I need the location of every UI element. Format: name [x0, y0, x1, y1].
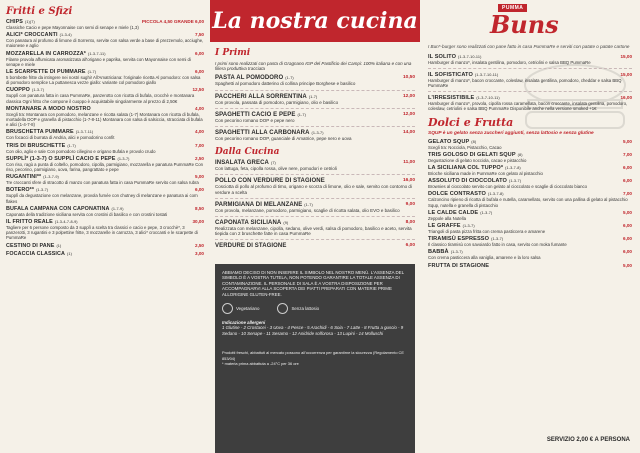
menu-item-title: FOCACCIA CLASSICA [6, 250, 65, 257]
menu-item-price: 6,00 [405, 243, 415, 249]
menu-item-title: PASTA AL POMODORO [215, 75, 284, 82]
menu-item-title: TRIS DI BRUSCHETTE [6, 142, 66, 149]
menu-item-title: PARMIGIANA DI MELANZANE [215, 201, 303, 208]
allergen-codes: (1-3-7) [117, 156, 130, 161]
menu-item-title: RUGANTINI** [6, 174, 42, 181]
divider [215, 126, 415, 127]
allergen-codes: (1-3-7-10-11) [474, 72, 499, 77]
allergen-codes: (1-3-4-7-8-9) [54, 220, 78, 225]
menu-item [6, 143, 204, 154]
menu-item-description: Brownies al cioccolato servito con gelato al cioccolato e scaglie di cioccolato bianco [428, 184, 588, 190]
menu-item-description: Con provola, passata di pomodoro, parmigiano, olio e basilico [215, 99, 339, 105]
divider [215, 216, 415, 217]
menu-item-description: Con panatura al profumo di limone di Sorrento, servite con salsa verde a base di prezzemolo, acciughe, maionese e aglio [6, 38, 204, 49]
legend-lactose-free [277, 303, 319, 314]
menu-item [6, 206, 204, 217]
allergen-codes: (1-7) [304, 202, 313, 207]
menu-item-name [6, 243, 204, 249]
menu-item-description: Supplì con panatura fatta in casa PummaRe, panzerotto con ricotta di bufala, crocchè e montanara classica Ogni fritto che compone il cuoppo è acquistabile singolarmente al prezzo di 2,50€ [6, 93, 195, 104]
menu-item-title: SUPPLÌ* (1-3-7) O SUPPLÌ CACIO E PEPE [6, 155, 116, 162]
menu-item-title: SPAGHETTI ALLA CARBONARA [215, 130, 310, 137]
allergen-codes: (1-3-7-10-11) [458, 54, 482, 59]
menu-item-title: LE SCARPETTE DI PUMMARE [6, 69, 86, 76]
menu-item-description: Filante provola affumicata aromatizzata all'origano e paprika, servita con Mayonnaise con semi di senape e miele [6, 56, 191, 67]
menu-item-name [215, 243, 415, 249]
allergen-codes: (1-3-7) [480, 210, 493, 215]
allergen-codes: (1-3-7-9) [43, 175, 59, 180]
menu-item-price: 5,00 [623, 209, 632, 215]
menu-item-title: CAPONATA SICILIANA [215, 220, 282, 227]
menu-item-description: Con provola, melanzane, pomodoro, parmigiano, scaglie di ricotta salata, olio EVO e basilico [215, 207, 400, 213]
menu-item-price: 12,00 [402, 111, 415, 117]
menu-item [428, 263, 632, 269]
menu-item-description: Caponata della tradizione siciliana servita con crostini di basilico e con crostini tostati [6, 211, 168, 217]
allergen-codes: (1-7-9) [111, 206, 124, 211]
allergen-codes: (1) [56, 243, 62, 248]
allergen-codes: (1)(7) [24, 20, 35, 24]
menu-item [215, 130, 415, 141]
footnote-1: Prodotti freschi, abbattuti al mercato possono all'occorrenza per garantirne la sicurezza (Regolamento CE 853/04) [222, 350, 404, 361]
menu-item-name [428, 263, 632, 269]
divider [215, 198, 415, 199]
allergen-codes: (1-7) [67, 143, 76, 148]
menu-item [428, 210, 632, 221]
divider [215, 108, 415, 109]
menu-item [6, 32, 204, 48]
fritti-list [6, 19, 204, 257]
allergen-codes: (1-3-7) [462, 223, 475, 228]
menu-item-price: 6,00 [623, 236, 632, 242]
menu-item-description: Supplì da degustazione con melanzane, provola fumée con chutney di melanzane e panatura ai corn flakes [6, 193, 198, 204]
menu-item [6, 243, 204, 249]
allergeni-title: Indicazione allergeni [222, 320, 266, 326]
allergen-codes: (1-3-7) [31, 88, 45, 93]
dolci-list [428, 139, 632, 269]
menu-item-title: ALICI* CROCCANTI [6, 32, 58, 39]
menu-item-description: Con olio, aglio e sale Con pomodoro ciliegino e origano Bufala e provolo crudo [6, 148, 156, 154]
menu-item-price: 6,00 [195, 187, 204, 193]
menu-item [428, 178, 632, 189]
section-title-fritti: Fritti e Sfizi [6, 6, 73, 17]
menu-item-price: 12,50 [192, 87, 204, 93]
menu-item-price: 4,00 [195, 129, 204, 135]
menu-item-description: Con focacci di burrata di Andria, alici e pomodorino confit [6, 135, 115, 141]
menu-item-description: Hamburger di manzo*, insalata gentilina, pomodoro, cetriolini e salsa BBQ PummaRe [428, 59, 591, 65]
logo-buns: Buns [490, 10, 559, 39]
menu-item [215, 160, 415, 171]
section-title-cucina: Dalla Cucina [215, 147, 280, 158]
menu-item-description: Zeppole alla Nutella [428, 215, 466, 221]
menu-item [6, 69, 204, 85]
menu-item [428, 152, 632, 163]
menu-item-title: CUOPPO [6, 87, 30, 94]
allergen-codes: (9) [283, 221, 289, 226]
menu-item-title: INSALATA GRECA [215, 160, 269, 167]
menu-item [215, 178, 415, 194]
menu-item-price: 7,00 [195, 142, 204, 148]
menu-item [428, 191, 632, 207]
allergen-codes: (7) [270, 161, 276, 166]
squp-note: SQUP è un gelato senza zuccheri aggiunti, senza lattosio e senza glutine [428, 130, 594, 136]
menu-item-price: 6,00 [623, 178, 632, 184]
legend-lactose-free-label: Senza lattosio [291, 305, 320, 311]
allergen-codes: (8) [471, 139, 477, 144]
allergen-codes: (1-7) [308, 94, 318, 99]
menu-item-price: 8,50 [195, 205, 204, 211]
menu-item-description: 5 bombette fritte da intingere nei nostri sughi! All'Amatriciana: l'originale ricetta Al pomodoro: con salsa di pomodoro semplice La puttanesca vezze giallo: variante col pomodoro giallo [6, 75, 201, 86]
allergen-codes: (1-3-7) [508, 179, 522, 184]
section-title-primi: I Primi [215, 48, 251, 58]
menu-item [6, 219, 204, 241]
menu-item-price: 6,00 [623, 222, 632, 228]
menu-item-title: FRUTTA DI STAGIONE [428, 262, 490, 269]
menu-item [6, 251, 204, 257]
menu-item-description: Scegli tra: Nocciola, Pistacchio, Cacao [428, 144, 502, 150]
allergen-codes: (1-3-7-10-11) [476, 96, 500, 101]
menu-item-title: ASSOLUTO DI CIOCCOLATO [428, 178, 507, 185]
menu-item-title: MOZZARELLA IN CARROZZA* [6, 50, 86, 57]
menu-item-price: 4,00 [195, 105, 204, 111]
allergen-codes: (1-3-7) [311, 131, 324, 136]
menu-item [215, 220, 415, 236]
footnote-2: * materia prima abbattuta a -24°C per 36 ore [222, 361, 299, 367]
menu-item-title: BABBÀ [428, 249, 449, 256]
vegetarian-icon [222, 303, 233, 314]
menu-item-title: BOTERO** [6, 187, 35, 194]
legend-vegetarian-label: Vegetariano [236, 305, 260, 311]
menu-item-description: Brioche siciliana made in PummaRe con gelato al pistacchio [428, 170, 543, 176]
menu-item-price: 9,00 [405, 201, 415, 207]
menu-item-title: LE CALDE CALDE [428, 209, 479, 216]
menu-item-description: Realizzata con melanzane, cipolla, sedano, olive verdi, salsa di pomodoro, basilico e aceto, servita tiepida con 2 bruschette fatte in casa PummaRe [215, 226, 412, 237]
menu-item-price: 16,00 [402, 178, 415, 184]
menu-item-description: Hamburger di manzo*, bacon croccante, coleslaw, insalata gentilina, pomodoro, cheddar e salsa BBQ PummaRe [428, 77, 622, 88]
menu-item-title: GELATO SQUP [428, 138, 470, 145]
menu-item-price: 6,00 [623, 164, 632, 170]
allergeni-list: 1 Glutine - 2 Crostacei - 3 Uova - 4 Pesce - 5 Arachidi - 6 Soia - 7 Latte - 8 Frutta a guscio - 9 Sedano - 10 Senape - 11 Sesamo - 12 Anidride solforosa - 13 Lupini - 14 Molluschi [222, 325, 404, 336]
menu-item-description: Il classico tiramisù con savoiardo fatto in casa, servito con moka fumante [428, 242, 567, 248]
allergen-codes: (1-3-7-11) [87, 51, 106, 56]
menu-item-title: TIRAMISÙ ESPRESSO [428, 236, 490, 243]
allergen-codes: (1-3-7) [491, 237, 504, 242]
menu-item [6, 19, 204, 30]
menu-item-description: Con pecorino romano DOP e pepe nero [215, 117, 295, 123]
cucina-list [215, 160, 415, 249]
divider [215, 90, 415, 91]
menu-item [6, 156, 204, 172]
legend-vegetarian [222, 303, 259, 314]
primi-list [215, 75, 415, 141]
menu-item-title: CESTINO DI PANE [6, 242, 55, 249]
menu-item-title: POLLO CON VERDURE DI STAGIONE [215, 178, 325, 185]
logo-pumma: PUMMA [498, 4, 527, 12]
menu-item [428, 95, 632, 111]
menu-item [428, 236, 632, 247]
divider [428, 68, 632, 69]
menu-item [6, 106, 204, 128]
allergen-codes: (1-7) [285, 76, 294, 81]
divider [215, 239, 415, 240]
buns-intro: I Bun*-burger sono realizzati con pane fatto in casa PummaRe e serviti con patate o patate cartone [428, 44, 630, 49]
menu-item-title: MONTANARE A MODO NOSTRO [6, 105, 91, 112]
menu-item-price: 2,50 [195, 155, 204, 161]
menu-item-description: Con pecorino romano DOP, guanciale di Amatrice, pepe nero e uova [215, 136, 352, 142]
menu-item-price: 5,00 [623, 262, 632, 268]
menu-item [6, 129, 204, 140]
menu-item [428, 139, 632, 150]
menu-item-description: Cosciotta di pollo al profumo di timo, origano e scorza di limone, olio e sale, servito con contorno di verdure a scelta [215, 184, 412, 195]
menu-item-title: IL SOFISTICATO [428, 71, 473, 78]
banner [210, 0, 420, 42]
allergen-codes: (1) [67, 251, 72, 256]
allergen-codes: (1-3-7-8) [505, 165, 521, 170]
menu-item [428, 249, 632, 260]
menu-item-price: 5,00 [195, 174, 204, 180]
menu-item [428, 54, 632, 65]
menu-item-title: PACCHERI ALLA SORRENTINA [215, 93, 307, 100]
lactose-free-icon [277, 303, 288, 314]
primi-intro: I primi sono realizzati con pasta di Gragnano IGP del Pastificio dei Campi: 100% italiana e con una filiera produttiva tracciata [215, 61, 412, 72]
menu-item [215, 75, 415, 86]
menu-item-description: Degustazione di gelato nocciola, cacao e pistacchio [428, 157, 527, 163]
menu-item-title: IL FRITTO REALE [6, 219, 53, 226]
menu-item-price: 7,00 [623, 151, 632, 157]
allergen-codes: (1-3-7) [36, 188, 49, 193]
menu-item-price: 6,00 [623, 249, 632, 255]
menu-item-title: LE GRAFFE [428, 222, 461, 229]
menu-item-description: Spaghetti al pomodoro datterino di collina principe Borghese e basilico [215, 81, 356, 87]
menu-item-price: 3,00 [195, 250, 204, 256]
allergen-codes: (1-3-7) [450, 250, 463, 255]
menu-item [215, 202, 415, 213]
menu-item-price: 8,00 [405, 220, 415, 226]
menu-item-title: DOLCE CONTRASTO [428, 191, 486, 198]
menu-item-description: Tre croccanti sfere di stracotto di manzo con panatura fatta in casa PummaRe servito con salsa rubra [6, 180, 199, 186]
menu-item-price: 15,00 [620, 53, 632, 59]
menu-item-price: 7,50 [195, 32, 204, 38]
menu-item-title: LA SICILIANA COL TUPPO* [428, 164, 504, 171]
menu-item-title: BUFALA CAMPANA CON CAPONATINA [6, 205, 110, 212]
menu-item-price: 6,00 [195, 69, 204, 75]
menu-item-price: PICCOLA 4,50 GRANDE 6,00 [141, 19, 204, 24]
menu-item [215, 94, 415, 105]
menu-item-description: Con crema pasticcera alla vaniglia, amarene e la loro salsa [428, 255, 541, 261]
column-fritti [0, 0, 210, 259]
allergen-codes: (8) [517, 152, 523, 157]
menu-item [428, 165, 632, 176]
menu-item-description: Con riso, ragù a punta di coltello, pomodoro, cipolla, parmigiano, mozzarella e panatura PummaRe Con riso, pecorino, parmigiano, uova, farina, pangrattato e pepe [6, 161, 204, 173]
menu-item-description: Scegli tra: Montanara con pomodoro, melanzane e ricotta salata (1-7) Montanara con ricotta di bufala, mortadella DOP e granella di pistacchio (1-7-8-11) Montanara con salsa di salsiccia, stracciata di bufala e alici (1-4-7-8) [6, 111, 203, 128]
menu-item-price: 5,00 [623, 138, 632, 144]
gluten-notice: ABBIAMO DECISO DI NON INSERIRE IL SIMBOLO NEL NOSTRO MENÙ. L'ASSENZA DEL SIMBOLO È A VOSTRA TUTELA, NON POTENDO GARANTIRE LA TOTALE ASSENZA DI CONTAMINAZIONE. IL PERSONALE DI SALA È A VOSTRA DISPOSIZIONE PER ACCOMPAGNARVI ALLA SCOPERTA DEI PIATTI PREPARATI CON MATERIE PRIME ALLORIGINE GLUTEN-FREE. [222, 270, 404, 297]
menu-item [215, 243, 415, 249]
menu-item-description: Calzoncino ripieno di ricotta di bufala e nutella, caramellato, servito con una pallina di gelato al pistacchio Squp, nutella e granella di pistacchio [428, 197, 628, 208]
menu-item-name [6, 251, 204, 257]
menu-item-price: 30,00 [192, 219, 204, 225]
allergen-codes: (1-3-7-11) [75, 130, 94, 135]
menu-item-price: 6,00 [195, 50, 204, 56]
menu-item-description: Triangoli di pasta pizza fritta con crema pasticcera e amarene [428, 228, 546, 234]
menu-item-title: CHIPS [6, 19, 23, 25]
banner-title: La nostra cucina [212, 8, 418, 34]
section-title-dolci: Dolci e Frutta [428, 115, 514, 129]
menu-item-description: Tagliere per 6 persone composto da 3 supplì a scelta tra classici e cacio e pepe, 3 crocchè*, 3 panzerotti, 3 rugantini e 3 polpettine fritte, 3 mozzarelle in carrozza, 3 alici* croccanti e le scarpette di PummaRe [6, 225, 198, 241]
burger-list [428, 54, 632, 112]
column-cucina [210, 44, 420, 253]
menu-item-description: Hamburger di manzo*, provola, cipolla rossa caramellata, bacon croccante, insalata gentilina, pomodoro, coleslaw, cetriolini e salsa BBQ PummaRe Disponibile anche nella versione smoked +1€ [428, 101, 628, 112]
divider [215, 174, 415, 175]
menu-item-title: VERDURE DI STAGIONE [215, 243, 287, 250]
menu-item-price: 11,00 [403, 160, 415, 166]
allergen-codes: (1-3-4) [59, 33, 72, 38]
menu-item-title: SPAGHETTI CACIO E PEPE [215, 111, 296, 118]
menu-item-description: Con lattuga, feta, cipolla rossa, olive nere, pomodori e cetrioli [215, 166, 337, 172]
menu-item-price: 12,00 [402, 93, 415, 99]
servizio-note: SERVIZIO 2,00 € A PERSONA [546, 437, 630, 443]
menu-item-price: 14,00 [402, 130, 415, 136]
column-buns-dolci [420, 0, 640, 271]
allergen-codes: (1-7) [297, 112, 306, 117]
menu-item-title: TRIS GOLOSO DI GELATI SQUP [428, 151, 516, 158]
menu-item [6, 51, 204, 67]
legend [222, 303, 408, 314]
menu-item-price: 7,00 [623, 191, 632, 197]
menu-item-title: BRUSCHETTA PUMMARE [6, 129, 74, 136]
menu-item-description: Classiche Cacio e pepe Mayonnaise con semi di senape e miele (1,3) [6, 25, 139, 30]
menu-item [6, 187, 204, 203]
menu-item [6, 174, 204, 185]
allergen-codes: (1-3-7-8) [487, 192, 504, 197]
menu-item-price: 15,00 [620, 71, 632, 77]
menu-item [428, 72, 632, 88]
allergen-codes: (1-7) [87, 70, 97, 75]
menu-item [215, 112, 415, 123]
allergen-info-box [215, 264, 415, 453]
menu-item [6, 87, 204, 103]
menu-item [428, 223, 632, 234]
menu-item-price: 10,50 [402, 75, 415, 81]
menu-item-price: 16,00 [620, 95, 632, 101]
menu-item-price: 2,50 [195, 242, 204, 248]
menu-item-title: L'IRRESISTIBILE [428, 95, 475, 102]
menu-item-title: IL SOLITO [428, 53, 457, 60]
divider [428, 91, 632, 92]
